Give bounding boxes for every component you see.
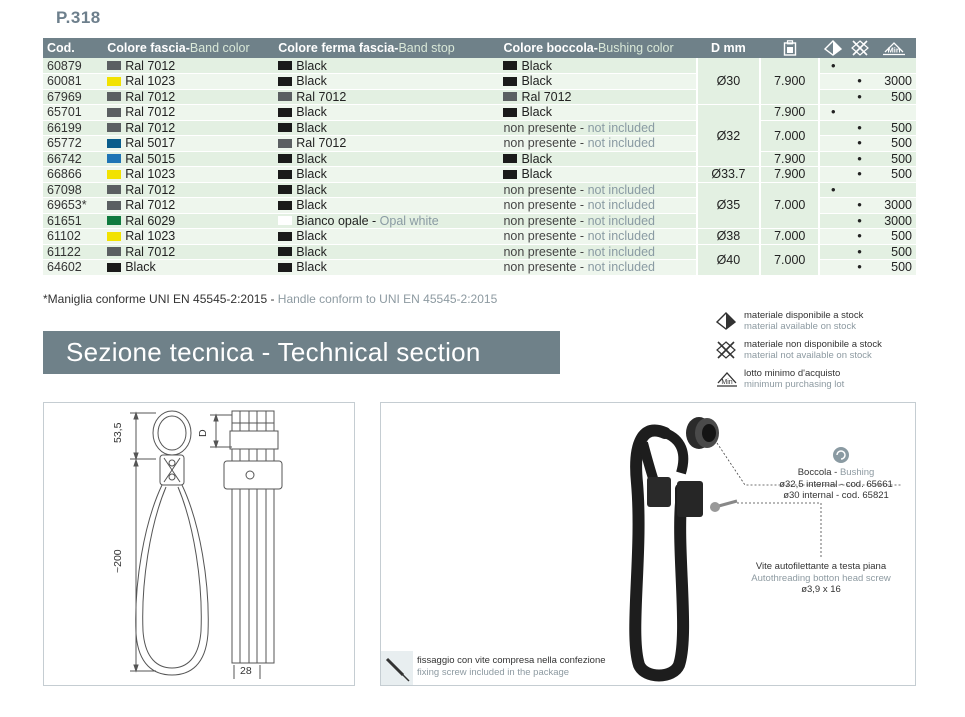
svg-text:Min: Min	[721, 379, 733, 386]
cell-moq: 500	[873, 167, 916, 183]
cell-moq: 500	[873, 229, 916, 245]
cell-bushing: non presente - not included	[485, 198, 696, 214]
cell-diameter: Ø38	[697, 229, 760, 245]
color-swatch	[278, 216, 292, 225]
cell-band-stop: Black	[274, 198, 485, 214]
cell-code: 65772	[43, 136, 103, 152]
cell-code: 67098	[43, 182, 103, 198]
cell-band-stop: Black	[274, 182, 485, 198]
cell-band-stop: Black	[274, 229, 485, 245]
cell-moq	[873, 58, 916, 74]
no-stock-icon	[716, 341, 736, 359]
cell-price: 7.000	[760, 182, 819, 229]
table-row	[43, 105, 916, 121]
svg-text:Min: Min	[888, 45, 901, 55]
cell-code: 60879	[43, 58, 103, 74]
header-no-stock-icon	[846, 38, 873, 58]
cell-no-stock	[846, 182, 873, 198]
cell-code: 64602	[43, 260, 103, 276]
color-swatch	[278, 123, 292, 132]
product-photo-box	[380, 402, 916, 686]
cell-bushing: non presente - not included	[485, 260, 696, 276]
cell-no-stock: •	[846, 120, 873, 136]
cell-stock	[819, 151, 846, 167]
cell-bushing: non presente - not included	[485, 182, 696, 198]
color-swatch	[503, 61, 517, 70]
color-swatch	[107, 108, 121, 117]
cell-bushing: Black	[485, 74, 696, 90]
cell-band-stop: Black	[274, 151, 485, 167]
header-price-icon	[760, 38, 819, 58]
handle-technical-drawing	[44, 403, 354, 685]
cell-band-stop: Black	[274, 260, 485, 276]
cell-moq: 500	[873, 120, 916, 136]
cell-price: 7.900	[760, 105, 819, 121]
cell-bushing: non presente - not included	[485, 244, 696, 260]
color-swatch	[278, 170, 292, 179]
table-row	[43, 58, 916, 74]
cell-diameter: Ø40	[697, 244, 760, 275]
table-header-row	[43, 38, 916, 58]
color-swatch	[107, 170, 121, 179]
color-swatch	[503, 108, 517, 117]
cell-bushing: non presente - not included	[485, 136, 696, 152]
cell-band-color: Ral 6029	[103, 213, 274, 229]
table-row	[43, 151, 916, 167]
cell-code: 60081	[43, 74, 103, 90]
cell-stock	[819, 198, 846, 214]
cell-no-stock: •	[846, 74, 873, 90]
tag-icon	[783, 40, 797, 56]
cell-code: 67969	[43, 89, 103, 105]
cell-moq: 3000	[873, 74, 916, 90]
header-code: Cod.	[43, 38, 103, 58]
cell-band-stop: Black	[274, 244, 485, 260]
cell-band-color: Ral 7012	[103, 198, 274, 214]
color-swatch	[107, 139, 121, 148]
cell-stock: •	[819, 105, 846, 121]
cell-no-stock	[846, 105, 873, 121]
cell-moq: 500	[873, 244, 916, 260]
bushing-note: Boccola - Bushing ø32,5 internal - cod. 65661 ø30 internal - cod. 65821	[779, 467, 893, 501]
cell-band-color: Ral 1023	[103, 229, 274, 245]
cell-no-stock: •	[846, 244, 873, 260]
color-swatch	[278, 201, 292, 210]
table-row	[43, 229, 916, 245]
cell-moq	[873, 182, 916, 198]
color-swatch	[503, 154, 517, 163]
cell-stock: •	[819, 58, 846, 74]
cell-bushing: non presente - not included	[485, 213, 696, 229]
color-swatch	[107, 92, 121, 101]
cell-no-stock: •	[846, 151, 873, 167]
color-swatch	[278, 92, 292, 101]
cell-band-color: Ral 7012	[103, 182, 274, 198]
fixing-note: fissaggio con vite compresa nella confezione fixing screw included in the package	[417, 655, 606, 678]
page-code: P.318	[56, 8, 101, 27]
table-row	[43, 182, 916, 198]
color-swatch	[503, 92, 517, 101]
cell-no-stock	[846, 58, 873, 74]
cell-band-stop: Black	[274, 167, 485, 183]
cell-band-stop: Black	[274, 74, 485, 90]
cell-band-color: Ral 5015	[103, 151, 274, 167]
color-swatch	[278, 108, 292, 117]
color-swatch	[107, 201, 121, 210]
cell-no-stock: •	[846, 229, 873, 245]
cell-bushing: Black	[485, 105, 696, 121]
cell-stock: •	[819, 182, 846, 198]
cell-no-stock: •	[846, 260, 873, 276]
color-swatch	[107, 216, 121, 225]
cell-moq: 500	[873, 89, 916, 105]
screw-note: Vite autofilettante a testa piana Autothreading botton head screw ø3,9 x 16	[751, 561, 891, 595]
cell-stock	[819, 136, 846, 152]
cell-code: 66866	[43, 167, 103, 183]
color-swatch	[107, 61, 121, 70]
cell-moq: 500	[873, 260, 916, 276]
dimension-d: D	[197, 429, 209, 437]
color-swatch	[107, 154, 121, 163]
cell-band-color: Ral 1023	[103, 74, 274, 90]
cell-bushing: Black	[485, 167, 696, 183]
color-swatch	[278, 154, 292, 163]
header-band-stop: Colore ferma fascia-Band stop	[274, 38, 485, 58]
table-row	[43, 120, 916, 136]
cell-stock	[819, 260, 846, 276]
cell-code: 61651	[43, 213, 103, 229]
cell-band-color: Ral 7012	[103, 105, 274, 121]
cell-band-color: Ral 7012	[103, 244, 274, 260]
cell-bushing: Ral 7012	[485, 89, 696, 105]
cell-diameter: Ø33.7	[697, 167, 760, 183]
color-swatch	[107, 247, 121, 256]
dimension-28: 28	[240, 665, 252, 677]
cell-stock	[819, 74, 846, 90]
cell-bushing: non presente - not included	[485, 120, 696, 136]
stock-icon	[716, 312, 736, 330]
cell-moq: 3000	[873, 198, 916, 214]
color-swatch	[503, 170, 517, 179]
color-swatch	[278, 263, 292, 272]
min-lot-icon	[716, 370, 738, 388]
legend-min-lot: Min lotto minimo d'acquisto minimum purchasing lot	[716, 368, 956, 397]
legend-no-stock: materiale non disponibile a stock material not available on stock	[716, 339, 956, 368]
cell-band-color: Black	[103, 260, 274, 276]
cell-price: 7.000	[760, 120, 819, 151]
cell-code: 69653*	[43, 198, 103, 214]
cell-bushing: Black	[485, 151, 696, 167]
cell-band-stop: Bianco opale - Opal white	[274, 213, 485, 229]
section-title: Sezione tecnica - Technical section	[43, 331, 560, 374]
color-swatch	[278, 247, 292, 256]
cell-stock	[819, 167, 846, 183]
color-swatch	[503, 77, 517, 86]
color-swatch	[107, 77, 121, 86]
cell-price: 7.000	[760, 229, 819, 245]
color-swatch	[107, 123, 121, 132]
cell-band-stop: Ral 7012	[274, 89, 485, 105]
stock-icon	[824, 40, 842, 56]
dimension-200: ~200	[112, 549, 124, 573]
color-swatch	[278, 139, 292, 148]
legend	[716, 310, 956, 397]
cell-stock	[819, 244, 846, 260]
cell-stock	[819, 229, 846, 245]
color-swatch	[278, 61, 292, 70]
cell-band-stop: Black	[274, 120, 485, 136]
header-bushing: Colore boccola-Bushing color	[485, 38, 696, 58]
cell-band-stop: Black	[274, 105, 485, 121]
cell-moq: 3000	[873, 213, 916, 229]
cell-bushing: non presente - not included	[485, 229, 696, 245]
cell-bushing: Black	[485, 58, 696, 74]
cell-diameter: Ø32	[697, 105, 760, 167]
cell-moq: 500	[873, 136, 916, 152]
cell-price: 7.000	[760, 244, 819, 275]
color-swatch	[107, 185, 121, 194]
header-min-icon	[873, 38, 916, 58]
cell-band-color: Ral 7012	[103, 89, 274, 105]
dimension-53-5: 53,5	[112, 422, 124, 443]
technical-drawing-box	[43, 402, 355, 686]
cell-diameter: Ø35	[697, 182, 760, 229]
cell-code: 61102	[43, 229, 103, 245]
header-band-color: Colore fascia-Band color	[103, 38, 274, 58]
cell-no-stock: •	[846, 198, 873, 214]
cell-code: 66199	[43, 120, 103, 136]
header-dmm: D mm	[697, 38, 760, 58]
cell-band-color: Ral 1023	[103, 167, 274, 183]
legend-stock: materiale disponibile a stock material available on stock	[716, 310, 956, 339]
header-stock-icon	[819, 38, 846, 58]
cell-band-color: Ral 5017	[103, 136, 274, 152]
product-table	[43, 38, 916, 276]
cell-moq: 500	[873, 151, 916, 167]
cell-band-color: Ral 7012	[103, 58, 274, 74]
cell-stock	[819, 89, 846, 105]
handle-photo	[381, 403, 915, 685]
color-swatch	[107, 263, 121, 272]
cell-stock	[819, 120, 846, 136]
cell-no-stock: •	[846, 213, 873, 229]
cell-band-stop: Black	[274, 58, 485, 74]
cell-no-stock: •	[846, 167, 873, 183]
cell-band-stop: Ral 7012	[274, 136, 485, 152]
cell-stock	[819, 213, 846, 229]
cell-code: 66742	[43, 151, 103, 167]
table-row	[43, 244, 916, 260]
table-row	[43, 167, 916, 183]
min-lot-icon	[882, 40, 906, 56]
cell-code: 61122	[43, 244, 103, 260]
cell-price: 7.900	[760, 167, 819, 183]
color-swatch	[278, 185, 292, 194]
cell-price: 7.900	[760, 151, 819, 167]
cell-no-stock: •	[846, 136, 873, 152]
no-stock-icon	[851, 40, 869, 56]
color-swatch	[278, 77, 292, 86]
color-swatch	[107, 232, 121, 241]
cell-no-stock: •	[846, 89, 873, 105]
color-swatch	[278, 232, 292, 241]
cell-price: 7.900	[760, 58, 819, 105]
cell-code: 65701	[43, 105, 103, 121]
cell-diameter: Ø30	[697, 58, 760, 105]
footnote: *Maniglia conforme UNI EN 45545-2:2015 - Handle conform to UNI EN 45545-2:2015	[43, 292, 498, 306]
cell-band-color: Ral 7012	[103, 120, 274, 136]
cell-moq	[873, 105, 916, 121]
